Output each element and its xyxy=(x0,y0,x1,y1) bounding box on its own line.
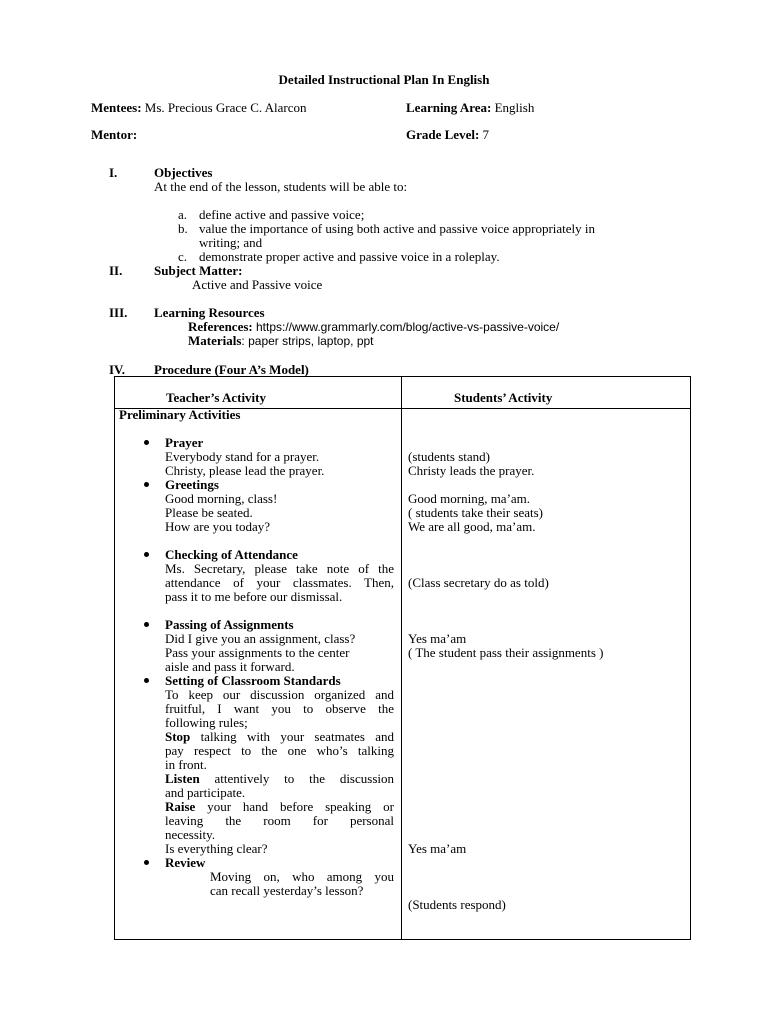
assignments-student-2: ( The student pass their assignments ) xyxy=(408,645,604,660)
preliminary-activities: Preliminary Activities xyxy=(119,407,241,422)
learning-area-value: English xyxy=(494,100,535,115)
references-label: References: xyxy=(188,319,253,334)
prayer-student-2: Christy leads the prayer. xyxy=(408,463,535,478)
mentees-line xyxy=(91,101,307,115)
references-link[interactable]: https://www.grammarly.com/blog/active-vs-passive-voice/ xyxy=(255,320,560,334)
rule-raise-keyword: Raise xyxy=(165,799,196,814)
attendance-teacher-1: Ms. Secretary, please take note of the xyxy=(165,561,394,576)
objective-c-letter: c. xyxy=(178,249,188,264)
rule-listen-text: attentively to the discussion xyxy=(199,771,394,786)
materials-value: : paper strips, laptop, ppt xyxy=(241,334,374,348)
bullet-icon xyxy=(144,552,149,557)
mentees-label: Mentees: xyxy=(91,100,142,115)
rule-raise-text: your hand before speaking or xyxy=(195,799,394,814)
greetings-title: Greetings xyxy=(165,477,219,492)
review-title: Review xyxy=(165,855,206,870)
section-3-number: III. xyxy=(109,305,128,320)
rule-stop-line3: in front. xyxy=(165,757,207,772)
section-4-number: IV. xyxy=(109,362,126,377)
rule-stop-keyword: Stop xyxy=(165,729,191,744)
attendance-teacher-2: attendance of your classmates. Then, xyxy=(165,575,394,590)
rule-stop-line1 xyxy=(165,730,394,744)
mentor-label: Mentor: xyxy=(91,127,138,142)
greetings-teacher-2: Please be seated. xyxy=(165,505,253,520)
assignments-title: Passing of Assignments xyxy=(165,617,294,632)
document-title: Detailed Instructional Plan In English xyxy=(278,72,490,87)
bullet-icon xyxy=(144,860,149,865)
learning-area-line xyxy=(406,101,534,115)
section-3-title: Learning Resources xyxy=(154,305,265,320)
review-teacher-1: Moving on, who among you xyxy=(210,869,394,884)
greetings-teacher-1: Good morning, class! xyxy=(165,491,278,506)
rule-raise-line2: leaving the room for personal xyxy=(165,813,394,828)
assignments-teacher-2: Pass your assignments to the center xyxy=(165,645,350,660)
bullet-icon xyxy=(144,678,149,683)
rule-raise-line3: necessity. xyxy=(165,827,216,842)
standards-student-1: Yes ma’am xyxy=(408,841,467,856)
objective-b-line2: writing; and xyxy=(199,235,263,250)
materials-label: Materials xyxy=(188,333,242,348)
prayer-title: Prayer xyxy=(165,435,204,450)
attendance-title: Checking of Attendance xyxy=(165,547,298,562)
greetings-teacher-3: How are you today? xyxy=(165,519,271,534)
bullet-icon xyxy=(144,622,149,627)
rule-stop-text: talking with your seatmates and xyxy=(190,729,394,744)
section-2-number: II. xyxy=(109,263,123,278)
rule-listen-keyword: Listen xyxy=(165,771,200,786)
table-column-divider xyxy=(401,376,402,940)
attendance-teacher-3: pass it to me before our dismissal. xyxy=(165,589,343,604)
bullet-icon xyxy=(144,482,149,487)
students-activity-header: Students’ Activity xyxy=(454,390,553,405)
section-1-title: Objectives xyxy=(154,165,213,180)
rule-raise-line1 xyxy=(165,800,394,814)
prayer-teacher-1: Everybody stand for a prayer. xyxy=(165,449,320,464)
review-student-1: (Students respond) xyxy=(408,897,506,912)
rule-listen-line1 xyxy=(165,772,394,786)
standards-teacher-2: fruitful, I want you to observe the xyxy=(165,701,394,716)
assignments-teacher-1: Did I give you an assignment, class? xyxy=(165,631,356,646)
grade-level-label: Grade Level: xyxy=(406,127,480,142)
rule-stop-line2: pay respect to the one who’s talking xyxy=(165,743,394,758)
objective-b-line1: value the importance of using both active and passive voice appropriately in xyxy=(199,221,596,236)
assignments-teacher-3: aisle and pass it forward. xyxy=(165,659,295,674)
references-line xyxy=(188,320,559,334)
section-4-title: Procedure (Four A’s Model) xyxy=(154,362,309,377)
standards-title: Setting of Classroom Standards xyxy=(165,673,341,688)
greetings-student-2: ( students take their seats) xyxy=(408,505,544,520)
objective-b-letter: b. xyxy=(178,221,188,236)
attendance-student-1: (Class secretary do as told) xyxy=(408,575,549,590)
objective-a-letter: a. xyxy=(178,207,188,222)
objectives-intro: At the end of the lesson, students will be able to: xyxy=(154,179,408,194)
grade-level-value: 7 xyxy=(482,127,490,142)
materials-line xyxy=(188,334,374,348)
rule-listen-line2: and participate. xyxy=(165,785,246,800)
objective-c: demonstrate proper active and passive voice in a roleplay. xyxy=(199,249,500,264)
learning-area-label: Learning Area: xyxy=(406,100,492,115)
section-2-title: Subject Matter: xyxy=(154,263,243,278)
assignments-student-1: Yes ma’am xyxy=(408,631,467,646)
prayer-teacher-2: Christy, please lead the prayer. xyxy=(165,463,325,478)
grade-level-line xyxy=(406,128,489,142)
standards-teacher-1: To keep our discussion organized and xyxy=(165,687,394,702)
objective-a: define active and passive voice; xyxy=(199,207,365,222)
greetings-student-3: We are all good, ma’am. xyxy=(408,519,536,534)
standards-teacher-3: following rules; xyxy=(165,715,248,730)
mentees-value: Ms. Precious Grace C. Alarcon xyxy=(144,100,307,115)
bullet-icon xyxy=(144,440,149,445)
greetings-student-1: Good morning, ma’am. xyxy=(408,491,531,506)
standards-clear-question: Is everything clear? xyxy=(165,841,268,856)
subject-matter-value: Active and Passive voice xyxy=(192,277,323,292)
section-1-number: I. xyxy=(109,165,118,180)
prayer-student-1: (students stand) xyxy=(408,449,490,464)
review-teacher-2: can recall yesterday’s lesson? xyxy=(210,883,364,898)
teacher-activity-header: Teacher’s Activity xyxy=(166,390,267,405)
